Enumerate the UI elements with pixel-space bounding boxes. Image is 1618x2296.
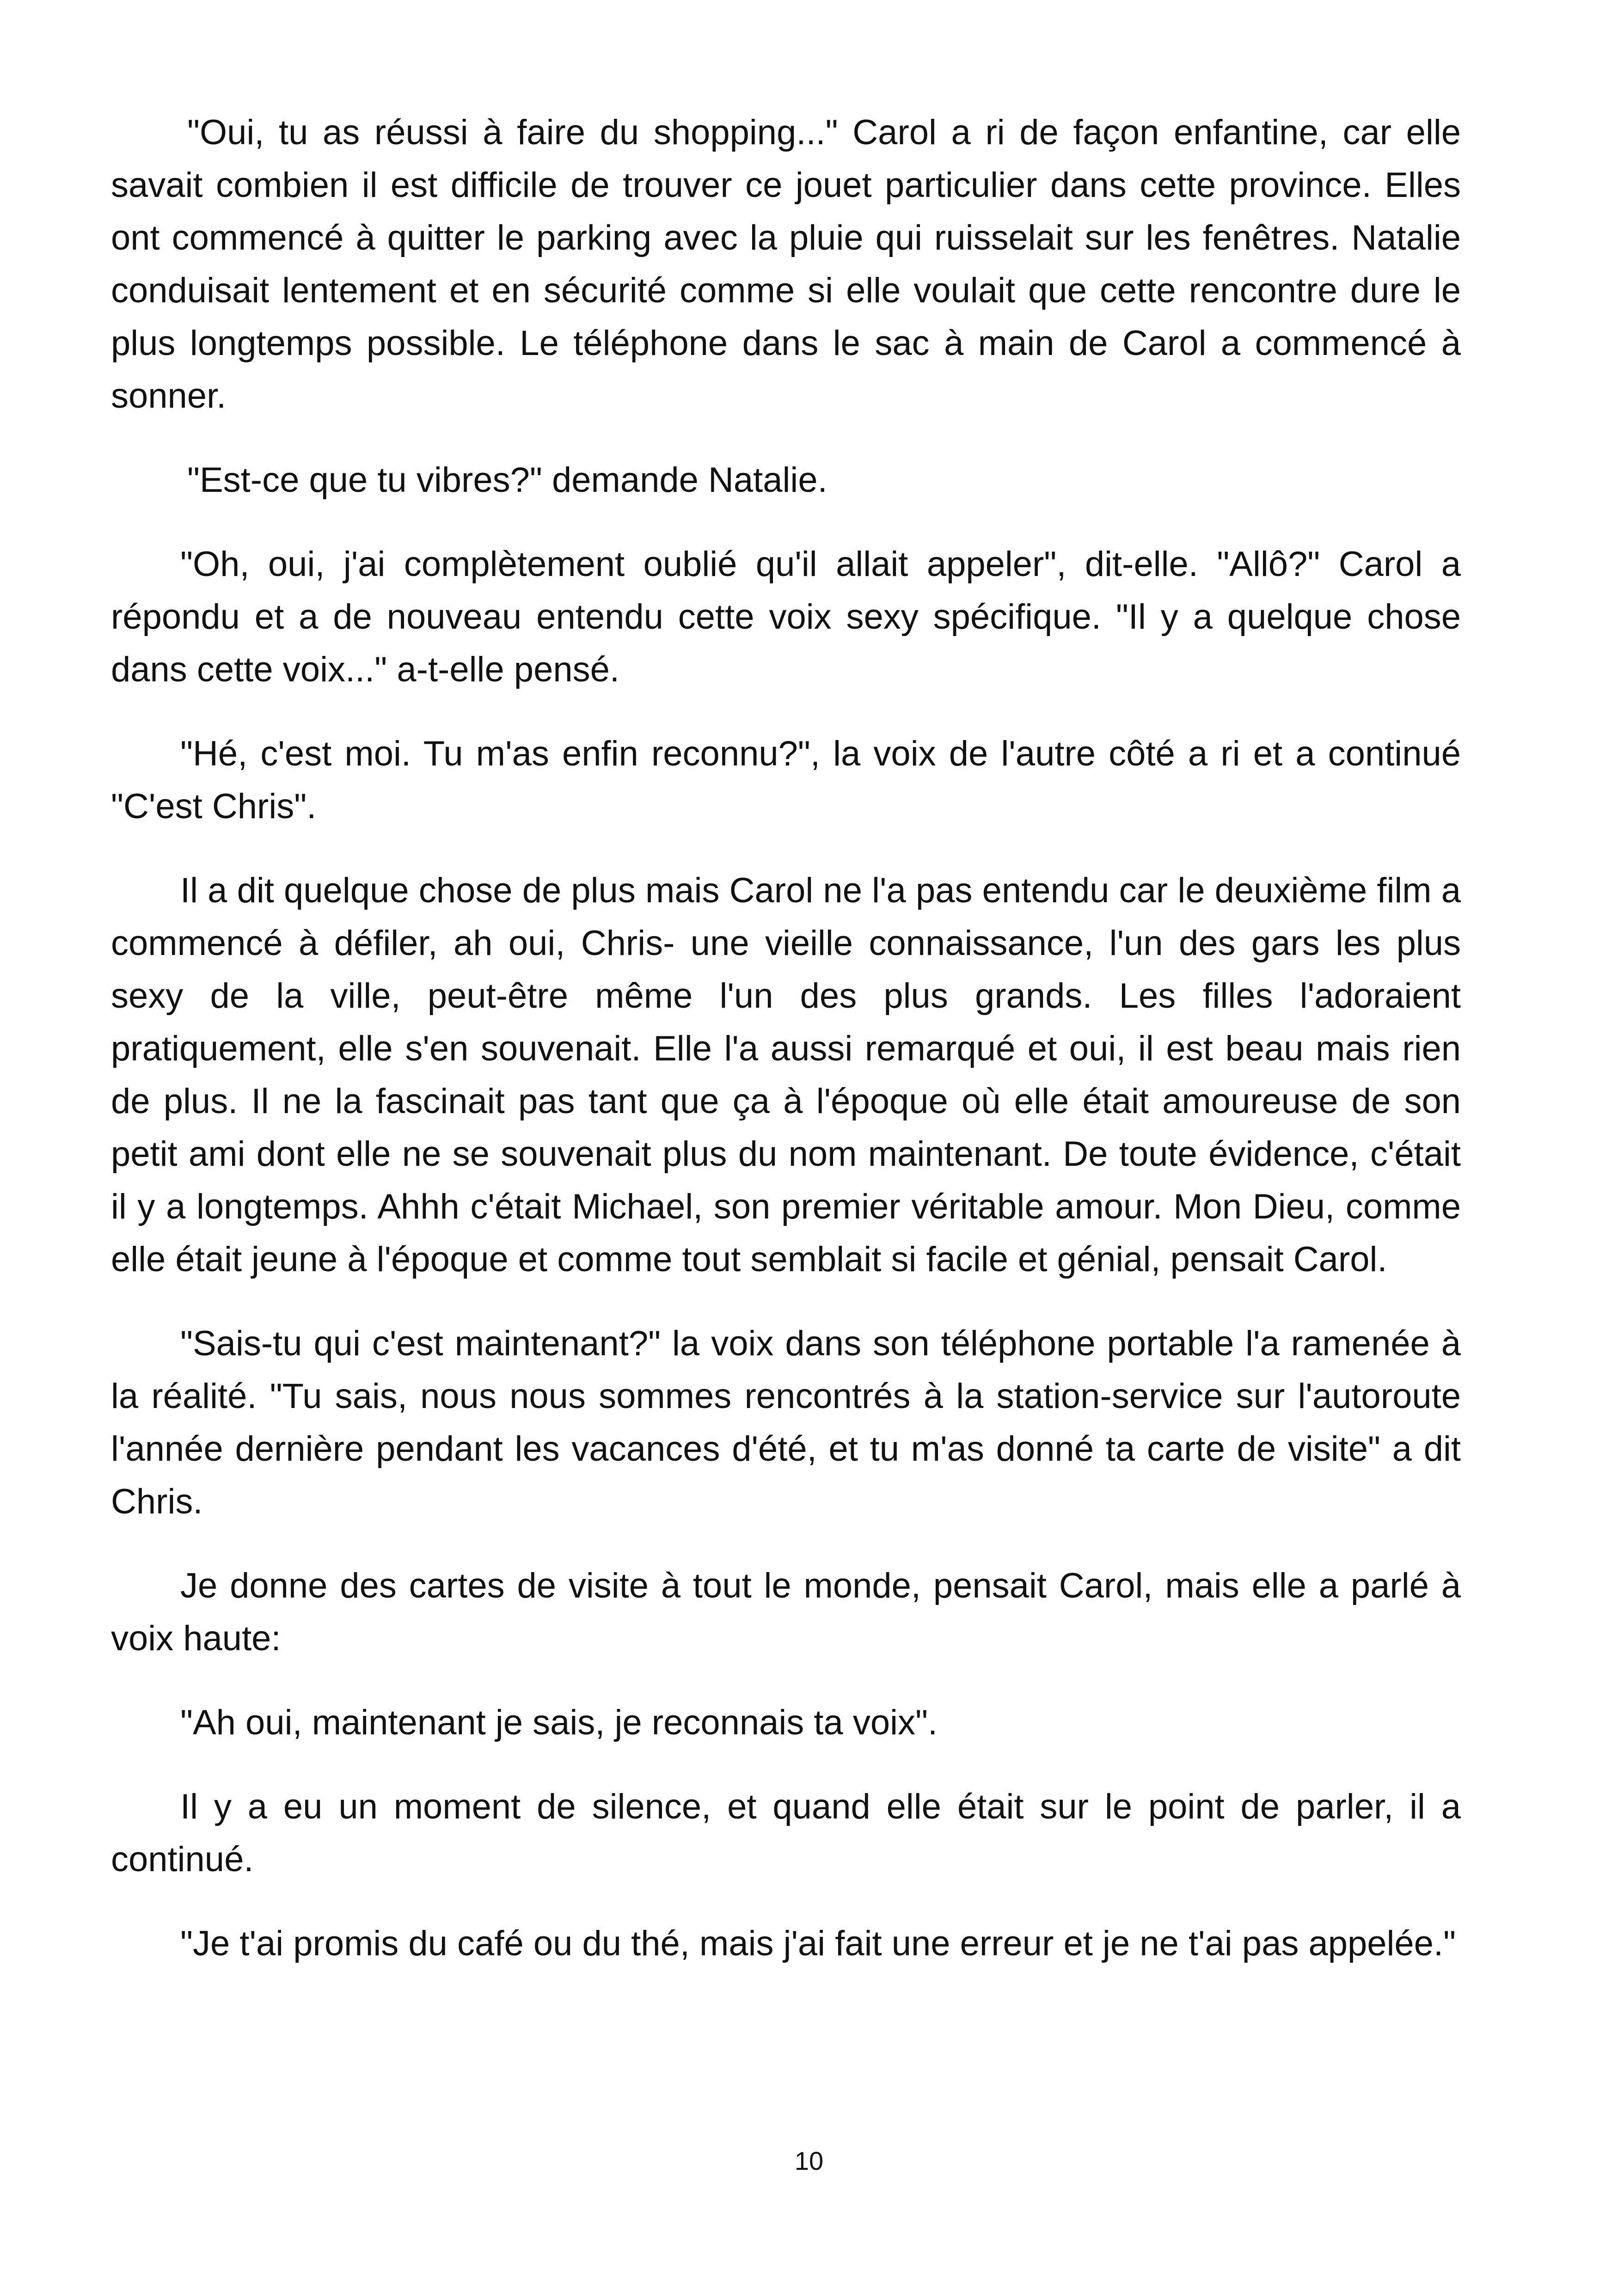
paragraph-5: Il a dit quelque chose de plus mais Carol ne l'a pas entendu car le deuxième film a commencé à défiler, ah oui, Chris- une vieille connaissance, l'un des gars les plus sexy de la ville, peut-être même l'un des plus grands. Les filles l'adoraient pratiquement, elle s'en souvenait. Elle l'a aussi remarqué et oui, il est beau mais rien de plus. Il ne la fascinait pas tant que ça à l'époque où elle était amoureuse de son petit ami dont elle ne se souvenait plus du nom maintenant. De toute évidence, c'était il y a longtemps. Ahhh c'était Michael, son premier véritable amour. Mon Dieu, comme elle était jeune à l'époque et comme tout semblait si facile et génial, pensait Carol. xyxy=(111,871,1461,1279)
paragraph-3: "Oh, oui, j'ai complètement oublié qu'il allait appeler", dit-elle. "Allô?" Carol a répondu et a de nouveau entendu cette voix sexy spécifique. "Il y a quelque chose dans cette voix..." a-t-elle pensé. xyxy=(111,545,1461,689)
paragraph-9: Il y a eu un moment de silence, et quand elle était sur le point de parler, il a continué. xyxy=(111,1787,1461,1879)
paragraph-2: "Est-ce que tu vibres?" demande Natalie. xyxy=(187,460,827,500)
page-number: 10 xyxy=(794,2146,824,2175)
paragraph-7: Je donne des cartes de visite à tout le monde, pensait Carol, mais elle a parlé à voix haute: xyxy=(111,1566,1461,1658)
page-body xyxy=(111,106,1461,2002)
paragraph-10: "Je t'ai promis du café ou du thé, mais j'ai fait une erreur et je ne t'ai pas appelée." xyxy=(180,1924,1456,1963)
paragraph-4: "Hé, c'est moi. Tu m'as enfin reconnu?", la voix de l'autre côté a ri et a continué "C'est Chris". xyxy=(111,734,1461,826)
paragraph-1: "Oui, tu as réussi à faire du shopping..." Carol a ri de façon enfantine, car elle savait combien il est difficile de trouver ce jouet particulier dans cette province. Elles ont commencé à quitter le parking avec la pluie qui ruisselait sur les fenêtres. Natalie conduisait lentement et en sécurité comme si elle voulait que cette rencontre dure le plus longtemps possible. Le téléphone dans le sac à main de Carol a commencé à sonner. xyxy=(111,113,1461,416)
paragraph-8: "Ah oui, maintenant je sais, je reconnais ta voix". xyxy=(180,1703,938,1742)
paragraph-6: "Sais-tu qui c'est maintenant?" la voix dans son téléphone portable l'a ramenée à la réalité. "Tu sais, nous nous sommes rencontrés à la station-service sur l'autoroute l'année dernière pendant les vacances d'été, et tu m'as donné ta carte de visite" a dit Chris. xyxy=(111,1324,1461,1521)
